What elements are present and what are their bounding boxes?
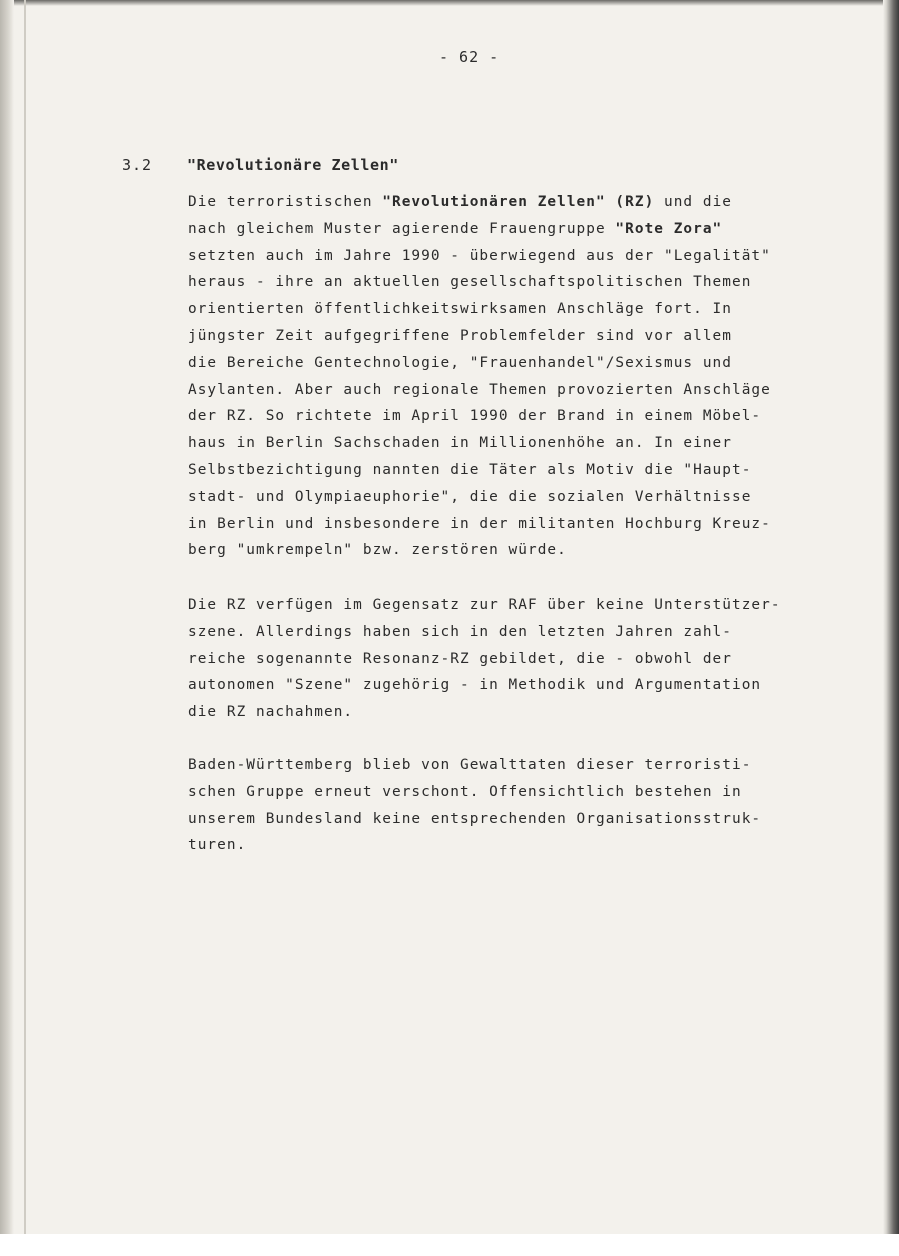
text-line [188,403,858,430]
section-number: 3.2 [122,156,153,174]
text-line [188,269,858,296]
text-line [188,592,858,619]
text-line [188,672,858,699]
text-run: szene. Allerdings haben sich in den letzten Jahren zahl- [188,623,732,640]
text-run: Die RZ verfügen im Gegensatz zur RAF über keine Unterstützer- [188,597,781,613]
text-line [188,296,858,323]
text-line [188,646,858,673]
text-run: setzten auch im Jahre 1990 - überwiegend aus der "Legalität" [188,247,771,264]
text-line [188,457,858,484]
text-run: Die terroristischen [188,194,383,210]
text-run: der RZ. So richtete im April 1990 der Brand in einem Möbel- [188,408,762,425]
text-line [188,699,858,726]
bold-text-run: "Revolutionären Zellen" [382,194,606,210]
page-number: - 62 - [439,48,500,66]
paragraph [188,189,858,564]
scan-edge-left [0,0,14,1256]
scan-edge-right [883,0,899,1256]
paragraph [188,592,858,726]
text-line [188,484,858,511]
text-line [188,377,858,404]
scan-edge-top [0,0,899,6]
text-line [188,779,858,806]
text-run: reiche sogenannte Resonanz-RZ gebildet, die - obwohl der [188,650,732,667]
text-run: die Bereiche Gentechnologie, "Frauenhandel"/Sexismus und [188,354,732,371]
text-line [188,323,858,350]
text-run: Selbstbezichtigung nannten die Täter als Motiv die "Haupt- [188,461,752,478]
text-line [188,752,858,779]
text-run: berg "umkrempeln" bzw. zerstören würde. [188,542,567,559]
text-line [188,216,858,243]
text-line [188,832,858,859]
text-run: schen Gruppe erneut verschont. Offensichtlich bestehen in [188,783,742,800]
text-run: autonomen "Szene" zugehörig - in Methodik und Argumentation [188,677,762,694]
text-run: jüngster Zeit aufgegriffene Problemfelder sind vor allem [188,327,732,344]
text-line [188,806,858,833]
text-run: unserem Bundesland keine entsprechenden Organisationsstruk- [188,810,762,827]
text-line [188,430,858,457]
section-title: "Revolutionäre Zellen" [187,156,399,174]
text-run: heraus - ihre an aktuellen gesellschaftspolitischen Themen [188,274,752,291]
text-run: Baden-Württemberg blieb von Gewalttaten dieser terroristi- [188,757,752,773]
text-run: stadt- und Olympiaeuphorie", die die sozialen Verhältnisse [188,488,752,505]
text-run: turen. [188,837,247,854]
scan-binding-line [24,0,26,1256]
text-run: und die [654,194,732,210]
text-run: in Berlin und insbesondere in der militanten Hochburg Kreuz- [188,515,771,532]
text-run: nach gleichem Muster agierende Frauengruppe [188,220,616,237]
text-run [606,194,616,210]
text-run: haus in Berlin Sachschaden in Millionenhöhe an. In einer [188,435,732,452]
text-line [188,243,858,270]
text-line [188,619,858,646]
text-line [188,350,858,377]
text-run: die RZ nachahmen. [188,704,354,721]
text-line [188,511,858,538]
text-run: Asylanten. Aber auch regionale Themen provozierten Anschläge [188,381,771,398]
paragraph [188,752,858,859]
text-line [188,537,858,564]
text-line [188,189,858,216]
text-run: orientierten öffentlichkeitswirksamen Anschläge fort. In [188,301,732,318]
bold-text-run: (RZ) [615,194,655,210]
scan-edge-bottom [0,1234,899,1256]
bold-text-run: "Rote Zora" [615,220,723,237]
